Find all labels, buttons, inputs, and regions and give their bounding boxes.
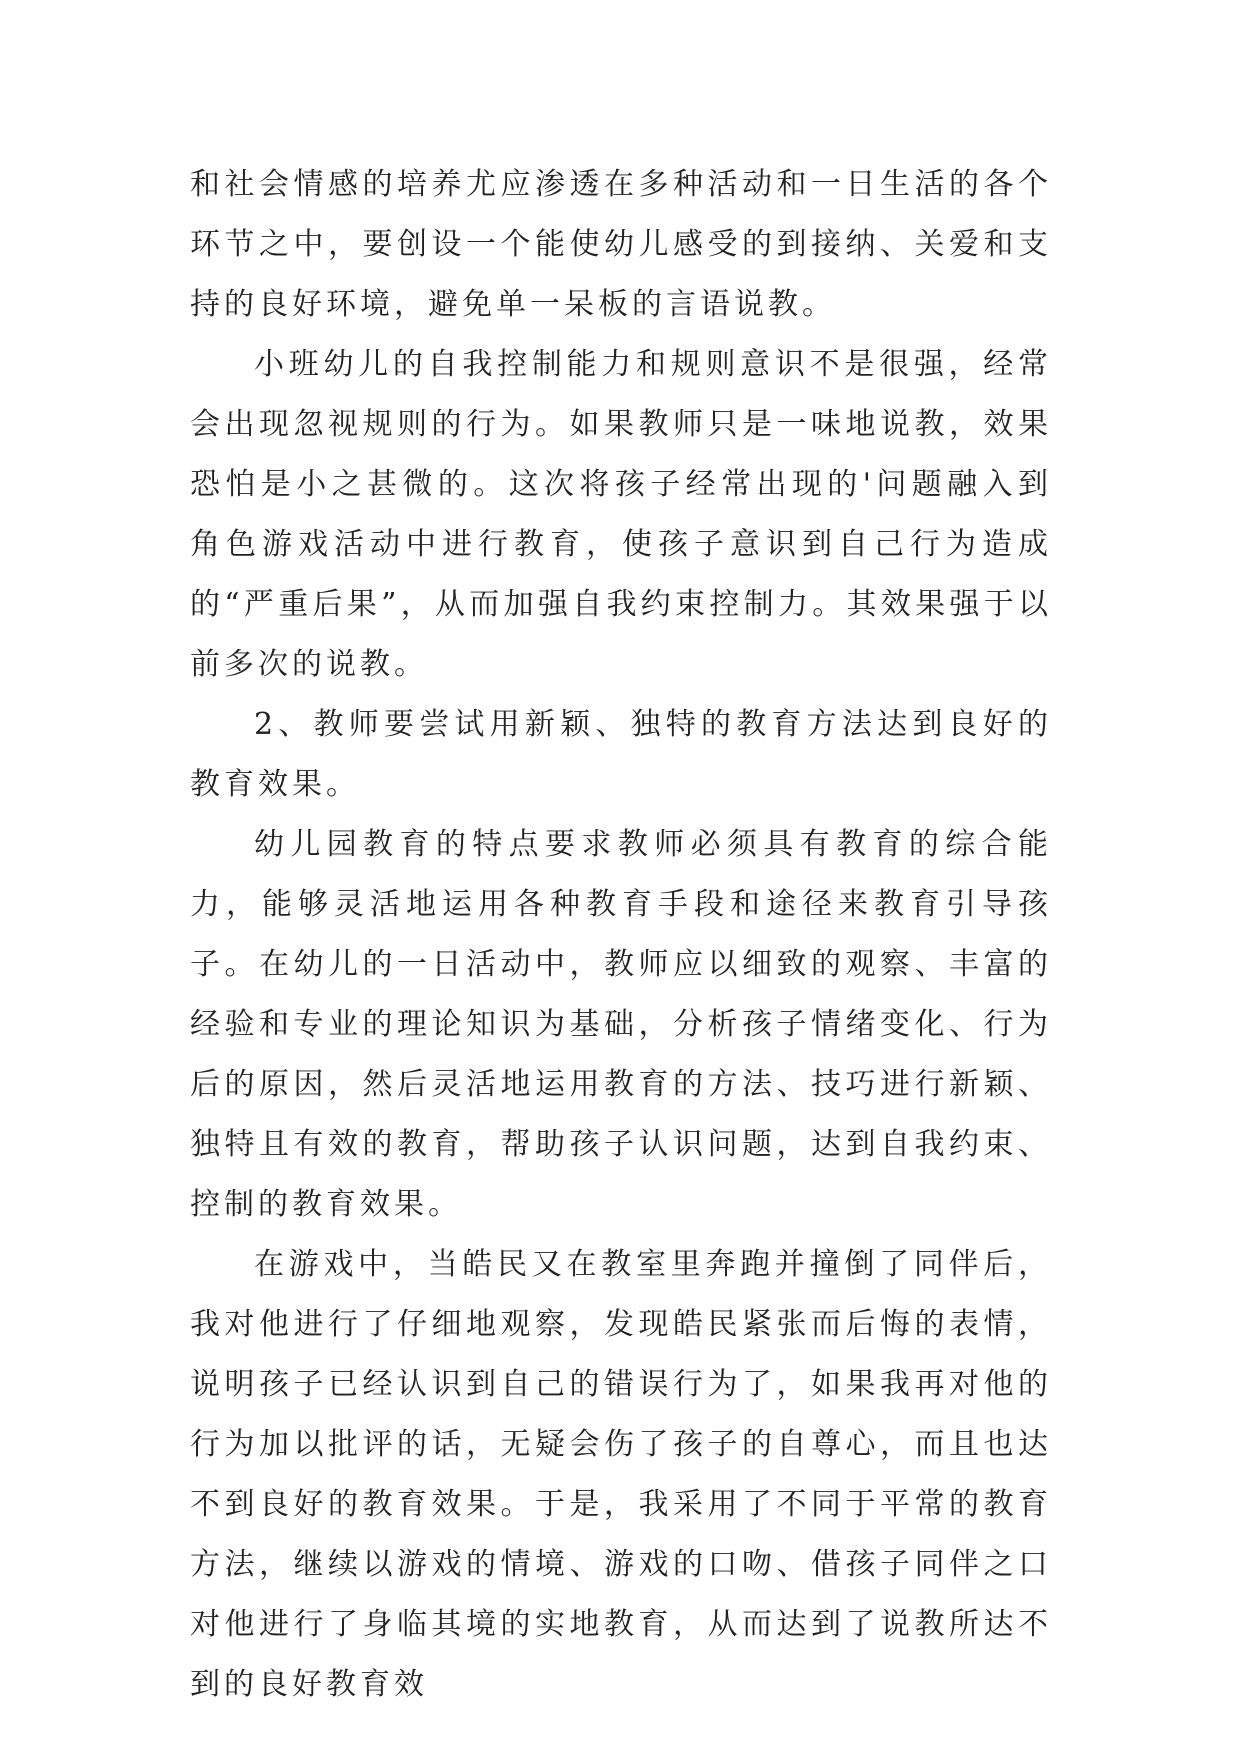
paragraph-4: 幼儿园教育的特点要求教师必须具有教育的综合能力，能够灵活地运用各种教育手段和途径来教育引导孩子。在幼儿的一日活动中，教师应以细致的观察、丰富的经验和专业的理论知识为基础，分析孩子情绪变化、行为后的原因，然后灵活地运用教育的方法、技巧进行新颖、独特且有效的教育，帮助孩子认识问题，达到自我约束、控制的教育效果。 xyxy=(190,827,1052,1222)
body-text xyxy=(190,155,1052,1715)
paragraph-5: 在游戏中，当皓民又在教室里奔跑并撞倒了同伴后，我对他进行了仔细地观察，发现皓民紧张而后悔的表情，说明孩子已经认识到自己的错误行为了，如果我再对他的行为加以批评的话，无疑会伤了孩子的自尊心，而且也达不到良好的教育效果。于是，我采用了不同于平常的教育方法，继续以游戏的情境、游戏的口吻、借孩子同伴之口对他进行了身临其境的实地教育，从而达到了说教所达不到的良好教育效 xyxy=(190,1247,1052,1702)
paragraph-1: 和社会情感的培养尤应渗透在多种活动和一日生活的各个环节之中，要创设一个能使幼儿感受的到接纳、关爱和支持的良好环境，避免单一呆板的言语说教。 xyxy=(190,167,1052,322)
paragraph-3: 2、教师要尝试用新颖、独特的教育方法达到良好的教育效果。 xyxy=(190,707,1052,802)
paragraph-2: 小班幼儿的自我控制能力和规则意识不是很强，经常会出现忽视规则的行为。如果教师只是一味地说教，效果恐怕是小之甚微的。这次将孩子经常出现的'问题融入到角色游戏活动中进行教育，使孩子意识到自己行为造成的“严重后果”，从而加强自我约束控制力。其效果强于以前多次的说教。 xyxy=(190,347,1052,682)
